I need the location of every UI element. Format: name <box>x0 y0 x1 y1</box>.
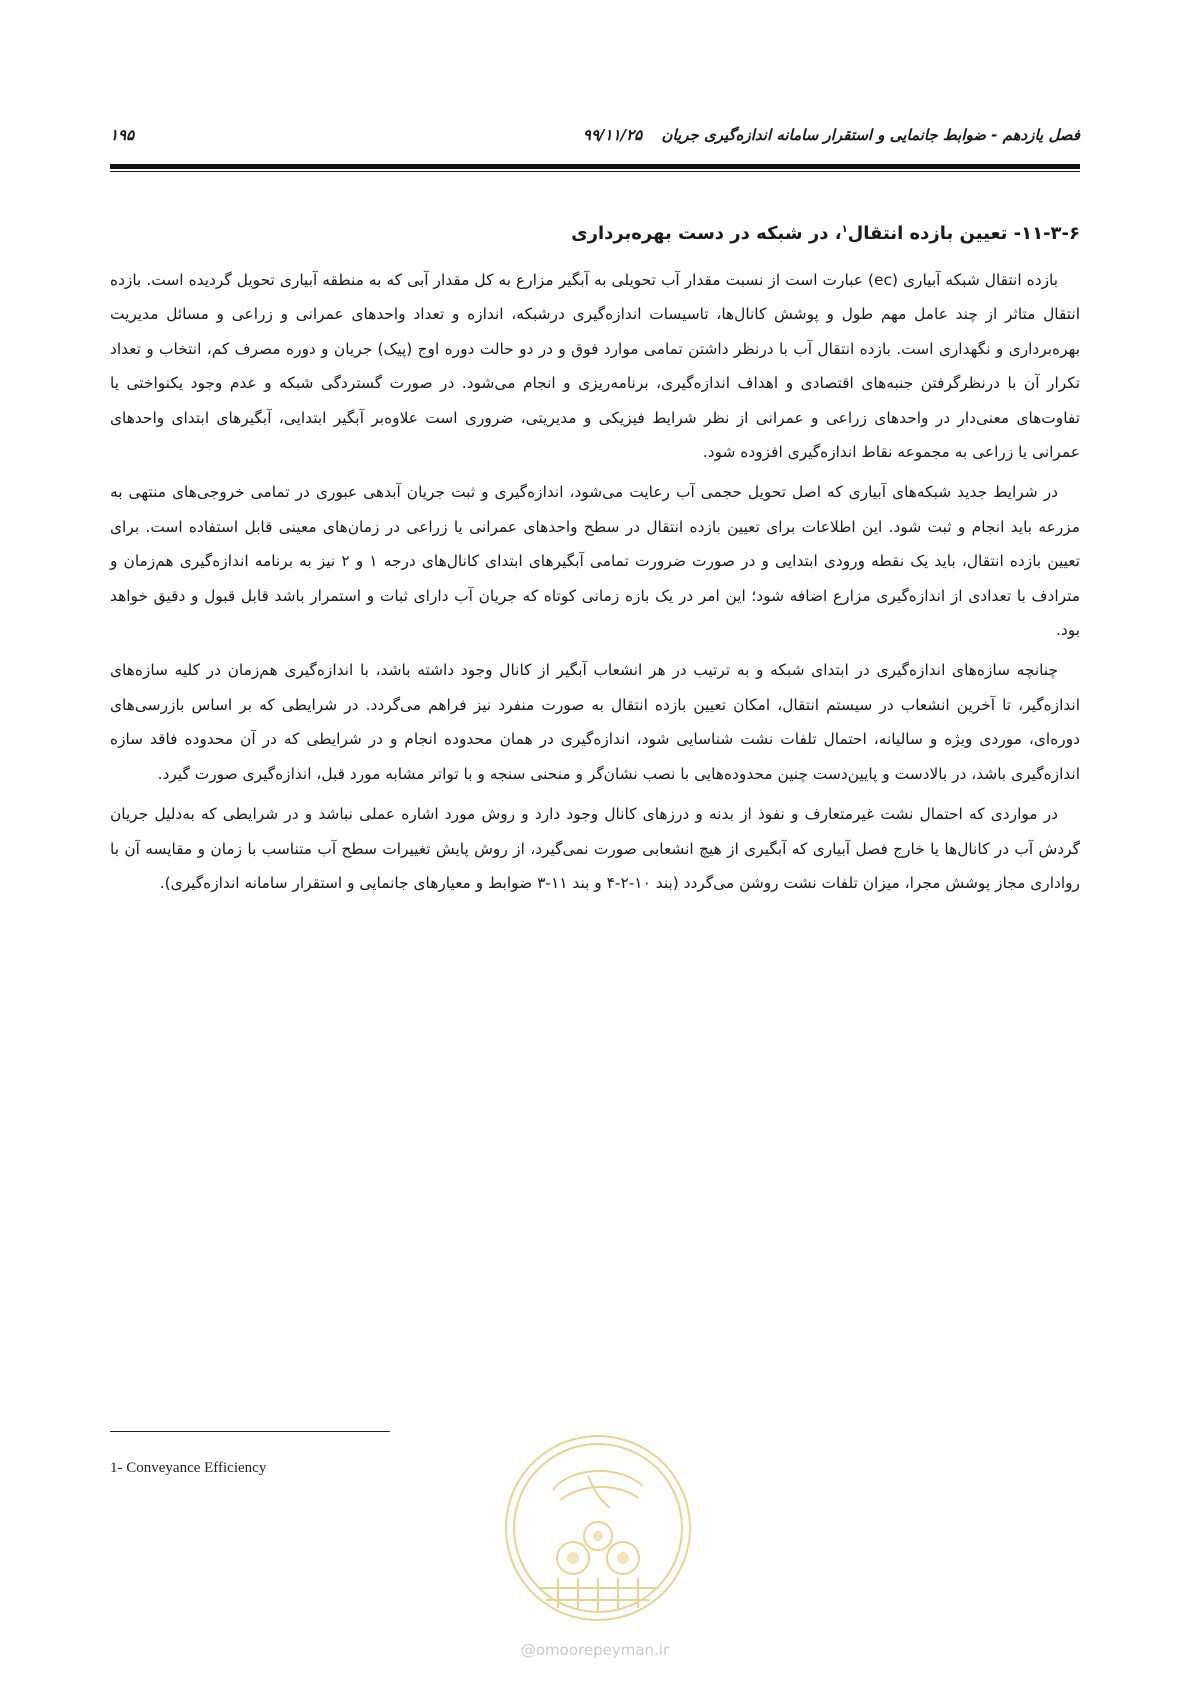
section-heading-text-end: ، در شبکه در دست بهره‌برداری <box>571 223 842 244</box>
section-heading <box>110 215 1080 249</box>
paragraph: بازده انتقال شبکه آبیاری (ec) عبارت است از نسبت مقدار آب تحویلی به آبگیر مزارع به کل مقدار آبی که به منطقه آبیاری تحویل گردیده است. بازده انتقال متاثر از چند عامل مهم طول و پوشش کانال‌ها، تاسیسات اندازه‌گیری درشبکه، اندازه و تعداد واحدهای عمرانی و زراعی و مسائل مدیریت بهره‌برداری و نگهداری است. بازده انتقال آب با درنظر داشتن تمامی موارد فوق و در دو حالت دوره اوج (پیک) جریان و دوره مصرف کم، انتخاب و تعداد تکرار آن با درنظرگرفتن جنبه‌های اقتصادی و اهداف اندازه‌گیری، برنامه‌ریزی و انجام می‌شود. در صورت گستردگی شبکه و عدم وجود یکنواختی یا تفاوت‌های معنی‌دار در واحدهای زراعی و عمرانی از نظر شرایط فیزیکی و مدیریتی، ضروری است علاوه‌بر آبگیر ابتدایی، آبگیرهای ابتدای واحدهای عمرانی یا زراعی به مجموعه نقاط اندازه‌گیری افزوده شود. <box>110 271 1080 462</box>
watermark-text: @omoorepeyman.ir <box>520 1641 670 1659</box>
publisher-seal-logo <box>498 1428 698 1628</box>
paragraph: چنانچه سازه‌های اندازه‌گیری در ابتدای شبکه و به ترتیب در هر انشعاب آبگیر از کانال وجود داشته باشد، با اندازه‌گیری هم‌زمان در کلیه سازه‌های اندازه‌گیر، تا آخرین انشعاب در سیستم انتقال، امکان تعیین بازده انتقال به صورت منفرد نیز فراهم می‌گردد. در شرایطی که بر اساس بازرسی‌های دوره‌ای، موردی ویژه و سالیانه، احتمال تلفات نشت شناسایی شود، اندازه‌گیری در همان محدوده انجام و در شرایطی که در آن محدوده فاقد سازه اندازه‌گیری باشد، در بالادست و پایین‌دست چنین محدوده‌هایی با نصب نشان‌گر و منحنی سنجه و با تواتر مشابه مورد قبل، اندازه‌گیری صورت گیرد. <box>110 661 1080 783</box>
footnote-ref: ۱ <box>841 224 848 235</box>
paragraph: در مواردی که احتمال نشت غیرمتعارف و نفوذ از بدنه و درزهای کانال وجود دارد و روش مورد اشاره عملی نباشد و در شرایطی که به‌دلیل جریان گردش آب در کانال‌ها یا خارج فصل آبیاری که آبگیری از هیچ انشعابی صورت نمی‌گیرد، از روش پایش تغییرات سطح آب متناسب با زمان و مقایسه آن با رواداری مجاز پوشش مجرا، میزان تلفات نشت روشن می‌گردد (بند ۱۰-۲-۴ و بند ۱۱-۳ ضوابط و معیارهای جانمایی و استقرار سامانه اندازه‌گیری). <box>110 805 1080 892</box>
paragraph: در شرایط جدید شبکه‌های آبیاری که اصل تحویل حجمی آب رعایت می‌شود، اندازه‌گیری و ثبت جریان آبدهی عبوری در تمامی خروجی‌های منتهی به مزرعه باید انجام و ثبت شود. این اطلاعات برای تعیین بازده انتقال در سطح واحدهای عمرانی یا زراعی در زمان‌های معینی قابل استفاده است. برای تعیین بازده انتقال، باید یک نقطه ورودی ابتدایی و در صورت ضرورت تمامی آبگیرهای ابتدای کانال‌های درجه ۱ و ۲ نیز به برنامه اندازه‌گیری هم‌زمان و مترادف با تعدادی از اندازه‌گیری مزارع اضافه شود؛ این امر در یک بازه زمانی کوتاه که جریان آب دارای ثبات و استمرار باشد قابل قبول و دقیق خواهد بود. <box>110 483 1080 640</box>
page-number: ۱۹۵ <box>110 126 135 144</box>
header-rule-thin <box>110 171 1080 172</box>
header-title-line <box>583 126 1080 144</box>
footnote: 1- Conveyance Efficiency <box>110 1460 267 1476</box>
chapter-title: فصل یازدهم - ضوابط جانمایی و استقرار سامانه اندازه‌گیری جریان <box>661 126 1080 144</box>
page-header <box>110 126 1080 156</box>
header-rule-thick <box>110 164 1080 169</box>
section-heading-text: ۱۱-۳-۶- تعیین بازده انتقال <box>847 223 1080 244</box>
main-content <box>110 215 1080 906</box>
footnote-divider <box>110 1431 390 1432</box>
header-date: ۹۹/۱۱/۲۵ <box>582 126 643 144</box>
